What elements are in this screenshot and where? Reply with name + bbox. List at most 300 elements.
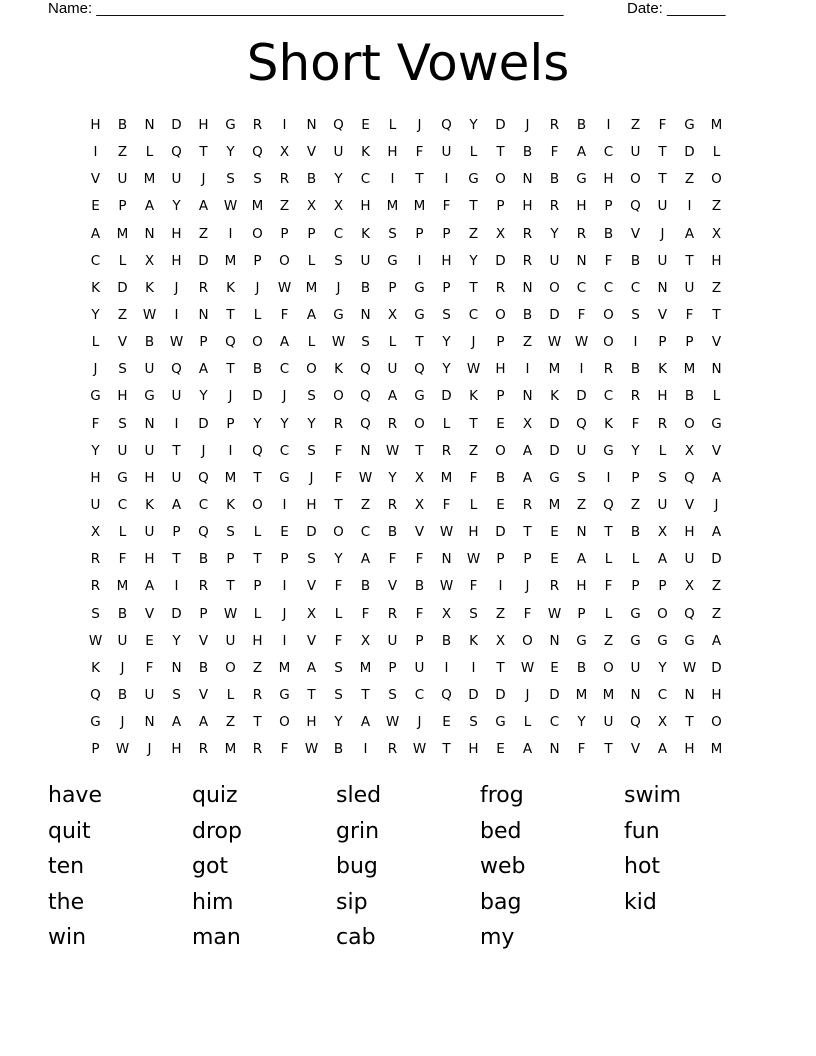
grid-letter[interactable]: P: [442, 279, 451, 296]
grid-letter[interactable]: G: [279, 686, 290, 703]
grid-letter[interactable]: S: [577, 469, 586, 486]
grid-letter[interactable]: O: [225, 659, 236, 676]
grid-letter[interactable]: T: [172, 442, 181, 459]
grid-letter[interactable]: D: [549, 415, 560, 432]
grid-letter[interactable]: B: [522, 144, 533, 161]
grid-letter[interactable]: D: [171, 117, 182, 133]
grid-letter[interactable]: J: [120, 659, 125, 676]
grid-letter[interactable]: T: [361, 686, 370, 703]
grid-letter[interactable]: P: [415, 225, 424, 242]
grid-letter[interactable]: L: [658, 442, 667, 459]
grid-letter[interactable]: C: [603, 144, 614, 161]
grid-letter[interactable]: G: [414, 306, 425, 323]
grid-letter[interactable]: F: [280, 306, 289, 323]
grid-letter[interactable]: U: [144, 361, 155, 378]
grid-letter[interactable]: R: [495, 279, 506, 296]
grid-letter[interactable]: E: [145, 632, 154, 649]
grid-letter[interactable]: X: [333, 198, 344, 215]
grid-letter[interactable]: H: [495, 361, 506, 378]
grid-letter[interactable]: M: [143, 171, 156, 188]
grid-letter[interactable]: W: [169, 334, 184, 351]
grid-letter[interactable]: M: [224, 252, 237, 269]
grid-letter[interactable]: R: [252, 117, 263, 133]
grid-letter[interactable]: J: [228, 388, 233, 405]
grid-letter[interactable]: F: [388, 551, 397, 568]
grid-letter[interactable]: J: [282, 605, 287, 622]
grid-letter[interactable]: R: [90, 578, 101, 595]
grid-letter[interactable]: R: [441, 442, 452, 459]
grid-letter[interactable]: R: [198, 279, 209, 296]
grid-letter[interactable]: P: [496, 198, 505, 215]
grid-letter[interactable]: M: [548, 361, 561, 378]
grid-letter[interactable]: V: [414, 524, 425, 541]
grid-letter[interactable]: W: [439, 524, 454, 541]
grid-letter[interactable]: Z: [522, 334, 533, 351]
grid-letter[interactable]: I: [444, 659, 449, 676]
grid-letter[interactable]: W: [277, 279, 292, 296]
grid-letter[interactable]: A: [360, 714, 371, 731]
grid-letter[interactable]: W: [439, 578, 454, 595]
grid-letter[interactable]: S: [253, 171, 262, 188]
grid-letter[interactable]: X: [306, 605, 317, 622]
grid-letter[interactable]: J: [525, 117, 530, 133]
grid-letter[interactable]: W: [223, 605, 238, 622]
grid-letter[interactable]: D: [171, 605, 182, 622]
grid-letter[interactable]: F: [334, 578, 343, 595]
grid-letter[interactable]: D: [495, 524, 506, 541]
grid-letter[interactable]: L: [712, 388, 721, 405]
grid-letter[interactable]: A: [171, 496, 182, 513]
grid-letter[interactable]: E: [550, 524, 559, 541]
grid-letter[interactable]: Q: [360, 361, 371, 378]
grid-letter[interactable]: Y: [334, 714, 343, 731]
grid-letter[interactable]: L: [253, 524, 262, 541]
grid-letter[interactable]: H: [603, 171, 614, 188]
grid-letter[interactable]: H: [144, 469, 155, 486]
grid-letter[interactable]: Y: [334, 551, 343, 568]
grid-letter[interactable]: Q: [90, 686, 101, 703]
grid-letter[interactable]: V: [630, 225, 641, 242]
grid-letter[interactable]: P: [280, 551, 289, 568]
grid-letter[interactable]: P: [685, 334, 694, 351]
grid-letter[interactable]: V: [306, 632, 317, 649]
grid-letter[interactable]: S: [118, 415, 127, 432]
grid-letter[interactable]: L: [118, 524, 127, 541]
grid-letter[interactable]: Q: [441, 686, 452, 703]
grid-letter[interactable]: Y: [469, 252, 478, 269]
grid-letter[interactable]: Z: [468, 442, 479, 459]
grid-letter[interactable]: G: [90, 714, 101, 731]
grid-letter[interactable]: H: [198, 117, 209, 133]
grid-letter[interactable]: R: [387, 496, 398, 513]
grid-letter[interactable]: A: [522, 741, 533, 758]
grid-letter[interactable]: B: [630, 252, 641, 269]
grid-letter[interactable]: R: [522, 252, 533, 269]
grid-letter[interactable]: P: [91, 741, 100, 758]
grid-letter[interactable]: Z: [360, 496, 371, 513]
grid-letter[interactable]: N: [144, 714, 155, 731]
grid-letter[interactable]: I: [390, 171, 395, 188]
grid-letter[interactable]: I: [633, 334, 638, 351]
grid-letter[interactable]: D: [468, 686, 479, 703]
grid-letter[interactable]: P: [307, 225, 316, 242]
grid-letter[interactable]: D: [495, 686, 506, 703]
grid-letter[interactable]: E: [550, 551, 559, 568]
grid-letter[interactable]: Y: [658, 659, 667, 676]
grid-letter[interactable]: K: [334, 361, 343, 378]
grid-letter[interactable]: Q: [198, 524, 209, 541]
grid-letter[interactable]: U: [603, 714, 614, 731]
grid-letter[interactable]: M: [305, 279, 318, 296]
grid-letter[interactable]: N: [441, 551, 452, 568]
grid-letter[interactable]: A: [657, 741, 668, 758]
grid-letter[interactable]: A: [576, 144, 587, 161]
grid-letter[interactable]: P: [496, 551, 505, 568]
grid-letter[interactable]: X: [495, 632, 506, 649]
grid-letter[interactable]: H: [657, 388, 668, 405]
grid-letter[interactable]: L: [469, 496, 478, 513]
grid-letter[interactable]: Y: [469, 117, 478, 133]
grid-letter[interactable]: T: [658, 171, 667, 188]
grid-letter[interactable]: W: [466, 551, 481, 568]
grid-letter[interactable]: H: [117, 388, 128, 405]
grid-letter[interactable]: M: [683, 361, 696, 378]
grid-letter[interactable]: A: [198, 714, 209, 731]
grid-letter[interactable]: G: [657, 632, 668, 649]
grid-letter[interactable]: P: [199, 334, 208, 351]
grid-letter[interactable]: K: [469, 632, 478, 649]
grid-letter[interactable]: S: [226, 524, 235, 541]
grid-letter[interactable]: H: [90, 117, 101, 133]
grid-letter[interactable]: K: [361, 225, 370, 242]
grid-letter[interactable]: P: [280, 225, 289, 242]
grid-letter[interactable]: W: [358, 469, 373, 486]
grid-letter[interactable]: S: [307, 388, 316, 405]
grid-letter[interactable]: M: [251, 198, 264, 215]
grid-letter[interactable]: U: [171, 469, 182, 486]
grid-letter[interactable]: F: [523, 605, 532, 622]
grid-letter[interactable]: U: [171, 388, 182, 405]
grid-letter[interactable]: Q: [684, 469, 695, 486]
grid-letter[interactable]: J: [417, 117, 422, 133]
grid-letter[interactable]: E: [550, 659, 559, 676]
grid-letter[interactable]: J: [525, 686, 530, 703]
grid-letter[interactable]: K: [91, 279, 100, 296]
grid-letter[interactable]: H: [252, 632, 263, 649]
grid-letter[interactable]: O: [414, 415, 425, 432]
grid-letter[interactable]: H: [171, 252, 182, 269]
grid-letter[interactable]: C: [360, 171, 371, 188]
grid-letter[interactable]: B: [441, 632, 452, 649]
grid-letter[interactable]: H: [441, 252, 452, 269]
grid-letter[interactable]: R: [549, 578, 560, 595]
grid-letter[interactable]: N: [657, 279, 668, 296]
grid-letter[interactable]: R: [522, 496, 533, 513]
grid-letter[interactable]: L: [253, 605, 262, 622]
grid-letter[interactable]: T: [604, 741, 613, 758]
grid-letter[interactable]: W: [547, 334, 562, 351]
grid-letter[interactable]: B: [117, 686, 128, 703]
grid-letter[interactable]: S: [631, 306, 640, 323]
grid-letter[interactable]: V: [657, 306, 668, 323]
grid-letter[interactable]: F: [91, 415, 100, 432]
grid-letter[interactable]: I: [228, 442, 233, 459]
grid-letter[interactable]: P: [172, 524, 181, 541]
grid-letter[interactable]: I: [282, 496, 287, 513]
grid-letter[interactable]: T: [226, 578, 235, 595]
grid-letter[interactable]: V: [711, 334, 722, 351]
grid-letter[interactable]: B: [684, 388, 695, 405]
grid-letter[interactable]: T: [469, 279, 478, 296]
grid-letter[interactable]: S: [442, 306, 451, 323]
grid-letter[interactable]: J: [282, 388, 287, 405]
grid-letter[interactable]: T: [415, 171, 424, 188]
grid-letter[interactable]: R: [387, 415, 398, 432]
grid-letter[interactable]: L: [253, 306, 262, 323]
grid-letter[interactable]: R: [630, 388, 641, 405]
grid-letter[interactable]: Q: [414, 361, 425, 378]
grid-letter[interactable]: D: [711, 659, 722, 676]
grid-letter[interactable]: W: [385, 442, 400, 459]
grid-letter[interactable]: U: [630, 659, 641, 676]
grid-letter[interactable]: F: [577, 741, 586, 758]
grid-letter[interactable]: Y: [280, 415, 289, 432]
grid-letter[interactable]: W: [574, 334, 589, 351]
grid-letter[interactable]: B: [306, 171, 317, 188]
grid-letter[interactable]: U: [360, 252, 371, 269]
grid-letter[interactable]: S: [307, 551, 316, 568]
grid-letter[interactable]: U: [441, 144, 452, 161]
grid-letter[interactable]: K: [145, 279, 154, 296]
grid-letter[interactable]: W: [223, 198, 238, 215]
grid-letter[interactable]: J: [255, 279, 260, 296]
grid-letter[interactable]: K: [145, 496, 154, 513]
grid-letter[interactable]: H: [522, 198, 533, 215]
grid-letter[interactable]: G: [279, 469, 290, 486]
grid-letter[interactable]: H: [360, 198, 371, 215]
grid-letter[interactable]: I: [282, 117, 287, 133]
grid-letter[interactable]: L: [604, 551, 613, 568]
grid-letter[interactable]: U: [657, 252, 668, 269]
grid-letter[interactable]: F: [469, 578, 478, 595]
grid-letter[interactable]: S: [334, 659, 343, 676]
grid-letter[interactable]: Z: [252, 659, 263, 676]
grid-letter[interactable]: J: [93, 361, 98, 378]
grid-letter[interactable]: G: [576, 632, 587, 649]
grid-letter[interactable]: W: [682, 659, 697, 676]
grid-letter[interactable]: S: [469, 605, 478, 622]
grid-letter[interactable]: W: [547, 605, 562, 622]
grid-letter[interactable]: U: [549, 252, 560, 269]
grid-letter[interactable]: U: [117, 171, 128, 188]
grid-letter[interactable]: U: [630, 144, 641, 161]
grid-letter[interactable]: U: [657, 198, 668, 215]
grid-letter[interactable]: R: [387, 605, 398, 622]
grid-letter[interactable]: H: [171, 741, 182, 758]
grid-letter[interactable]: X: [414, 469, 425, 486]
grid-letter[interactable]: O: [495, 171, 506, 188]
grid-letter[interactable]: J: [525, 578, 530, 595]
grid-letter[interactable]: C: [279, 442, 290, 459]
grid-letter[interactable]: T: [496, 659, 505, 676]
grid-letter[interactable]: F: [550, 144, 559, 161]
grid-letter[interactable]: R: [522, 225, 533, 242]
grid-letter[interactable]: U: [144, 524, 155, 541]
grid-letter[interactable]: A: [522, 469, 533, 486]
grid-letter[interactable]: I: [93, 144, 98, 161]
grid-letter[interactable]: C: [630, 279, 641, 296]
grid-letter[interactable]: L: [145, 144, 154, 161]
grid-letter[interactable]: X: [495, 225, 506, 242]
grid-letter[interactable]: E: [496, 741, 505, 758]
grid-letter[interactable]: M: [440, 469, 453, 486]
grid-letter[interactable]: Z: [468, 225, 479, 242]
grid-letter[interactable]: W: [142, 306, 157, 323]
grid-letter[interactable]: Z: [279, 198, 290, 215]
grid-letter[interactable]: H: [576, 198, 587, 215]
grid-letter[interactable]: E: [280, 524, 289, 541]
grid-letter[interactable]: R: [576, 225, 587, 242]
grid-letter[interactable]: J: [201, 442, 206, 459]
grid-letter[interactable]: V: [144, 605, 155, 622]
grid-letter[interactable]: S: [388, 225, 397, 242]
grid-letter[interactable]: W: [88, 632, 103, 649]
grid-letter[interactable]: R: [198, 741, 209, 758]
grid-letter[interactable]: Z: [630, 117, 641, 133]
grid-letter[interactable]: G: [414, 388, 425, 405]
grid-letter[interactable]: I: [174, 415, 179, 432]
grid-letter[interactable]: F: [145, 659, 154, 676]
grid-letter[interactable]: N: [171, 659, 182, 676]
grid-letter[interactable]: R: [252, 686, 263, 703]
grid-letter[interactable]: B: [117, 117, 128, 133]
grid-letter[interactable]: F: [334, 442, 343, 459]
grid-letter[interactable]: G: [684, 117, 695, 133]
grid-letter[interactable]: Q: [684, 605, 695, 622]
grid-letter[interactable]: C: [549, 714, 560, 731]
grid-letter[interactable]: E: [442, 714, 451, 731]
grid-letter[interactable]: V: [306, 144, 317, 161]
grid-letter[interactable]: M: [359, 659, 372, 676]
grid-letter[interactable]: J: [309, 469, 314, 486]
grid-letter[interactable]: X: [279, 144, 290, 161]
grid-letter[interactable]: U: [576, 442, 587, 459]
grid-letter[interactable]: I: [174, 578, 179, 595]
grid-letter[interactable]: O: [711, 171, 722, 188]
grid-letter[interactable]: X: [360, 632, 371, 649]
grid-letter[interactable]: T: [685, 252, 694, 269]
grid-letter[interactable]: F: [442, 198, 451, 215]
grid-letter[interactable]: D: [117, 279, 128, 296]
grid-letter[interactable]: B: [387, 524, 398, 541]
grid-letter[interactable]: H: [171, 225, 182, 242]
grid-letter[interactable]: M: [224, 469, 237, 486]
grid-letter[interactable]: Q: [630, 714, 641, 731]
grid-letter[interactable]: T: [712, 306, 721, 323]
grid-letter[interactable]: P: [199, 605, 208, 622]
grid-letter[interactable]: R: [657, 415, 668, 432]
grid-letter[interactable]: F: [658, 117, 667, 133]
grid-letter[interactable]: D: [495, 252, 506, 269]
grid-letter[interactable]: A: [387, 388, 398, 405]
grid-letter[interactable]: W: [304, 741, 319, 758]
grid-letter[interactable]: J: [336, 279, 341, 296]
grid-letter[interactable]: Q: [630, 198, 641, 215]
grid-letter[interactable]: S: [307, 442, 316, 459]
grid-letter[interactable]: S: [361, 334, 370, 351]
grid-letter[interactable]: A: [711, 632, 722, 649]
grid-letter[interactable]: T: [442, 741, 451, 758]
grid-letter[interactable]: U: [117, 442, 128, 459]
grid-letter[interactable]: Z: [711, 578, 722, 595]
grid-letter[interactable]: A: [684, 225, 695, 242]
grid-letter[interactable]: F: [118, 551, 127, 568]
grid-letter[interactable]: P: [577, 605, 586, 622]
grid-letter[interactable]: G: [468, 171, 479, 188]
grid-letter[interactable]: U: [225, 632, 236, 649]
grid-letter[interactable]: B: [360, 578, 371, 595]
grid-letter[interactable]: N: [711, 361, 722, 378]
grid-letter[interactable]: I: [417, 252, 422, 269]
grid-letter[interactable]: P: [604, 198, 613, 215]
grid-letter[interactable]: O: [630, 171, 641, 188]
grid-letter[interactable]: D: [549, 306, 560, 323]
grid-letter[interactable]: N: [306, 117, 317, 133]
grid-letter[interactable]: F: [469, 469, 478, 486]
grid-letter[interactable]: B: [549, 171, 560, 188]
grid-letter[interactable]: T: [253, 714, 262, 731]
grid-letter[interactable]: B: [414, 578, 425, 595]
grid-letter[interactable]: R: [549, 198, 560, 215]
grid-letter[interactable]: S: [334, 252, 343, 269]
grid-letter[interactable]: O: [549, 279, 560, 296]
grid-letter[interactable]: K: [226, 279, 235, 296]
grid-letter[interactable]: O: [522, 632, 533, 649]
grid-letter[interactable]: P: [631, 578, 640, 595]
grid-letter[interactable]: Y: [226, 144, 235, 161]
grid-letter[interactable]: X: [90, 524, 101, 541]
grid-letter[interactable]: C: [603, 388, 614, 405]
grid-letter[interactable]: I: [444, 171, 449, 188]
grid-letter[interactable]: L: [307, 252, 316, 269]
grid-letter[interactable]: T: [253, 551, 262, 568]
grid-letter[interactable]: Y: [91, 442, 100, 459]
grid-letter[interactable]: C: [198, 496, 209, 513]
grid-letter[interactable]: Y: [388, 469, 397, 486]
grid-letter[interactable]: B: [495, 469, 506, 486]
grid-letter[interactable]: O: [495, 442, 506, 459]
grid-letter[interactable]: D: [711, 551, 722, 568]
grid-letter[interactable]: R: [603, 361, 614, 378]
grid-letter[interactable]: A: [711, 469, 722, 486]
grid-letter[interactable]: D: [252, 388, 263, 405]
grid-letter[interactable]: E: [361, 117, 370, 133]
grid-letter[interactable]: X: [387, 306, 398, 323]
grid-letter[interactable]: I: [282, 578, 287, 595]
grid-letter[interactable]: G: [684, 632, 695, 649]
grid-letter[interactable]: G: [576, 171, 587, 188]
grid-letter[interactable]: C: [90, 252, 101, 269]
grid-letter[interactable]: X: [441, 605, 452, 622]
grid-letter[interactable]: P: [253, 252, 262, 269]
name-field[interactable]: Name: ________________________________________________________: [48, 0, 564, 17]
grid-letter[interactable]: X: [144, 252, 155, 269]
date-field[interactable]: Date: _______: [627, 0, 726, 17]
grid-letter[interactable]: H: [711, 252, 722, 269]
grid-letter[interactable]: G: [144, 388, 155, 405]
grid-letter[interactable]: V: [684, 496, 695, 513]
grid-letter[interactable]: G: [90, 388, 101, 405]
